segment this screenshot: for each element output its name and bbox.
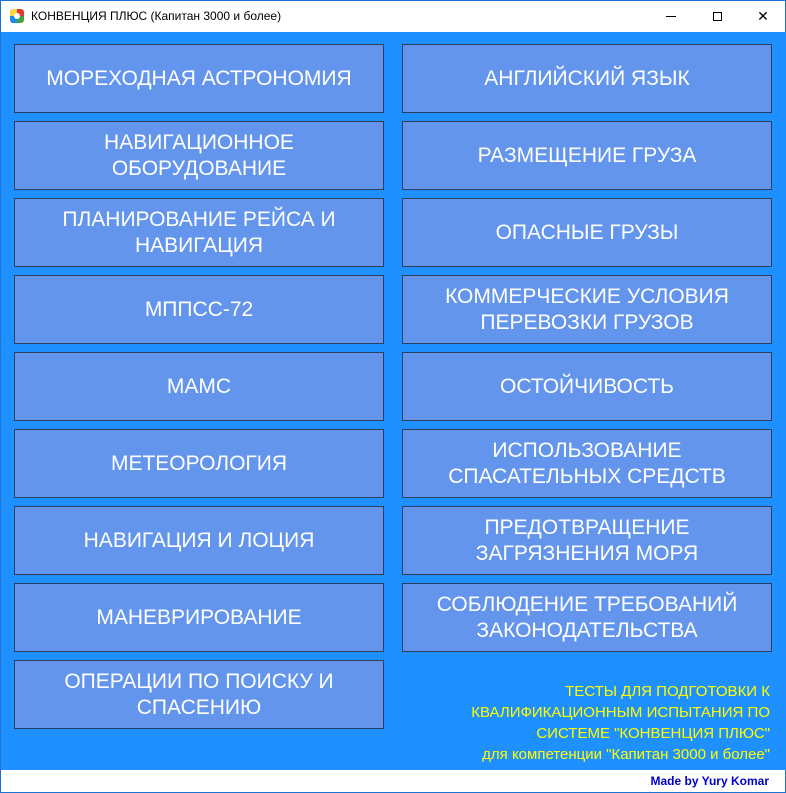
author-credit: Made by Yury Komar [650,774,769,788]
close-button[interactable] [740,1,786,32]
close-icon: ✕ [757,8,769,24]
maximize-icon [713,12,722,21]
minimize-icon [666,16,676,17]
status-bar [1,770,785,792]
topic-button-voyage-planning[interactable]: ПЛАНИРОВАНИЕ РЕЙСА И НАВИГАЦИЯ [14,198,384,267]
topic-button-search-rescue[interactable]: ОПЕРАЦИИ ПО ПОИСКУ И СПАСЕНИЮ [14,660,384,729]
app-logo-icon [10,9,24,23]
topic-button-maneuvering[interactable]: МАНЕВРИРОВАНИЕ [14,583,384,652]
topic-button-navigation-equipment[interactable]: НАВИГАЦИОННОЕ ОБОРУДОВАНИЕ [14,121,384,190]
info-line: ТЕСТЫ ДЛЯ ПОДГОТОВКИ К [565,683,770,700]
info-text [422,681,770,765]
menu-panel [2,32,786,770]
topic-button-pollution-prevention[interactable]: ПРЕДОТВРАЩЕНИЕ ЗАГРЯЗНЕНИЯ МОРЯ [402,506,772,575]
topic-button-meteorology[interactable]: МЕТЕОРОЛОГИЯ [14,429,384,498]
topic-button-commercial-conditions[interactable]: КОММЕРЧЕСКИЕ УСЛОВИЯ ПЕРЕВОЗКИ ГРУЗОВ [402,275,772,344]
maximize-button[interactable] [694,1,740,32]
topic-button-nautical-astronomy[interactable]: МОРЕХОДНАЯ АСТРОНОМИЯ [14,44,384,113]
title-bar[interactable] [1,1,785,32]
topic-button-life-saving[interactable]: ИСПОЛЬЗОВАНИЕ СПАСАТЕЛЬНЫХ СРЕДСТВ [402,429,772,498]
topic-button-iala[interactable]: МАМС [14,352,384,421]
topic-button-legislation[interactable]: СОБЛЮДЕНИЕ ТРЕБОВАНИЙ ЗАКОНОДАТЕЛЬСТВА [402,583,772,652]
topic-button-english[interactable]: АНГЛИЙСКИЙ ЯЗЫК [402,44,772,113]
topic-button-stability[interactable]: ОСТОЙЧИВОСТЬ [402,352,772,421]
topic-button-dangerous-goods[interactable]: ОПАСНЫЕ ГРУЗЫ [402,198,772,267]
info-line: для компетенции "Капитан 3000 и более" [482,746,770,763]
info-line: КВАЛИФИКАЦИОННЫМ ИСПЫТАНИЯ ПО [471,704,770,721]
minimize-button[interactable] [648,1,694,32]
info-line: СИСТЕМЕ "КОНВЕНЦИЯ ПЛЮС" [536,725,770,742]
topic-button-colregs[interactable]: МППСС-72 [14,275,384,344]
window-title: КОНВЕНЦИЯ ПЛЮС (Капитан 3000 и более) [31,9,282,23]
topic-button-cargo-stowage[interactable]: РАЗМЕЩЕНИЕ ГРУЗА [402,121,772,190]
topic-button-navigation-pilotage[interactable]: НАВИГАЦИЯ И ЛОЦИЯ [14,506,384,575]
